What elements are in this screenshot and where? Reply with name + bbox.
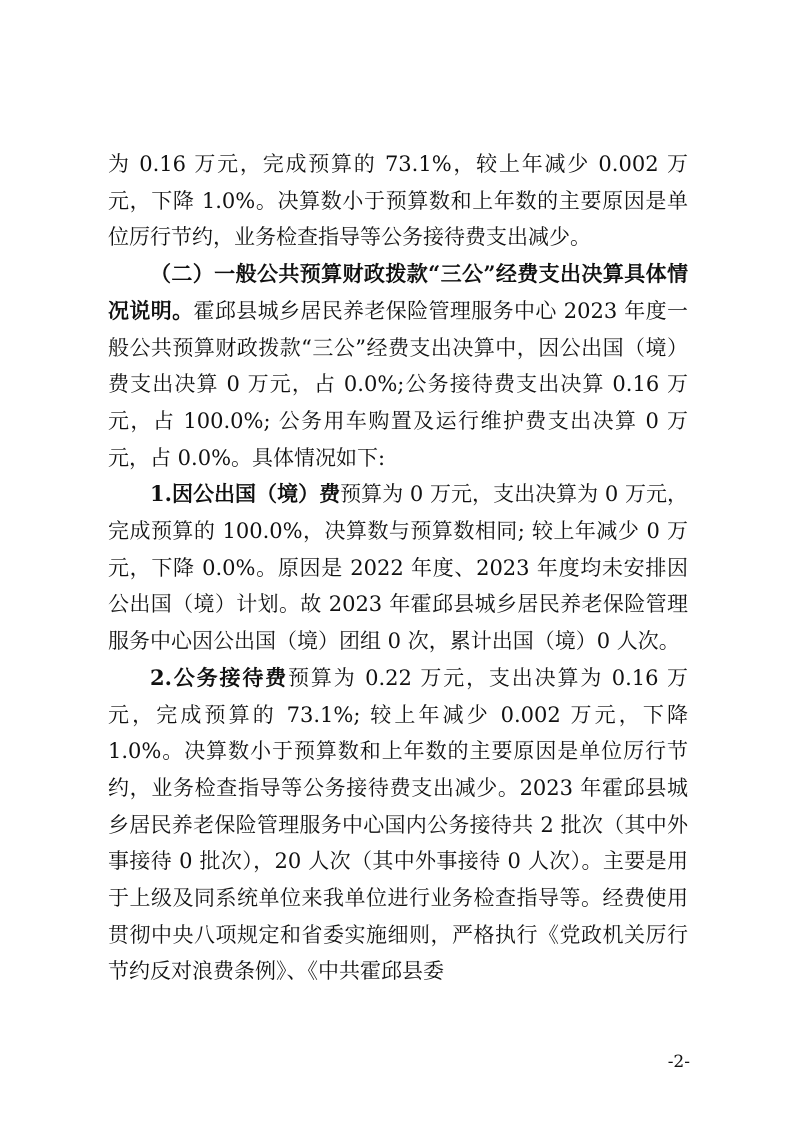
paragraph-continuation xyxy=(108,146,688,256)
paragraph-text: 霍邱县城乡居民养老保险管理服务中心 2023 年度一般公共预算财政拨款“三公”经费支出决算中，因公出国（境）费支出决算 0 万元，占 0.0%;公务接待费支出决算 0.16 万元，占 100.0%; 公务用车购置及运行维护费支出决算 0 万元，占 0.0%。具体情况如下: xyxy=(108,298,689,470)
section-heading: （二）一般公共预算财政拨款“三公”经费支出决算具体情况说明。 xyxy=(108,261,688,323)
paragraph-text: 预算为 0.22 万元，支出决算为 0.16 万元，完成预算的 73.1%; 较上年减少 0.002 万元，下降 1.0%。决算数小于预算数和上年数的主要原因是单位厉行节约，业务检查指导等公务接待费支出减少。2023 年霍邱县城乡居民养老保险管理服务中心国内公务接待共 2 批次（其中外事接待 0 批次），20 人次（其中外事接待 0 人次）。主要是用于上级及同系统单位来我单位进行业务检查指导等。经费使用贯彻中央八项规定和省委实施细则，严格执行《党政机关厉行节约反对浪费条例》、《中共霍邱县委 xyxy=(108,665,688,984)
item-heading: 2.公务接待费 xyxy=(150,664,289,690)
item-heading: 1.因公出国（境）费 xyxy=(150,481,341,507)
document-body xyxy=(108,146,688,990)
page-number: -2- xyxy=(667,1052,690,1072)
paragraph-text: 为 0.16 万元，完成预算的 73.1%，较上年减少 0.002 万元，下降 1.0%。决算数小于预算数和上年数的主要原因是单位厉行节约，业务检查指导等公务接待费支出减少。 xyxy=(108,152,688,250)
paragraph-text: 预算为 0 万元，支出决算为 0 万元，完成预算的 100.0%，决算数与预算数相同; 较上年减少 0 万元，下降 0.0%。原因是 2022 年度、2023 年度均未安排因公出国（境）计划。故 2023 年霍邱县城乡居民养老保险管理服务中心因公出国（境）团组 0 次，累计出国（境）0 人次。 xyxy=(108,482,688,654)
paragraph-official-reception xyxy=(108,660,688,990)
paragraph-overseas-travel xyxy=(108,476,688,660)
paragraph-section-two xyxy=(108,256,688,476)
